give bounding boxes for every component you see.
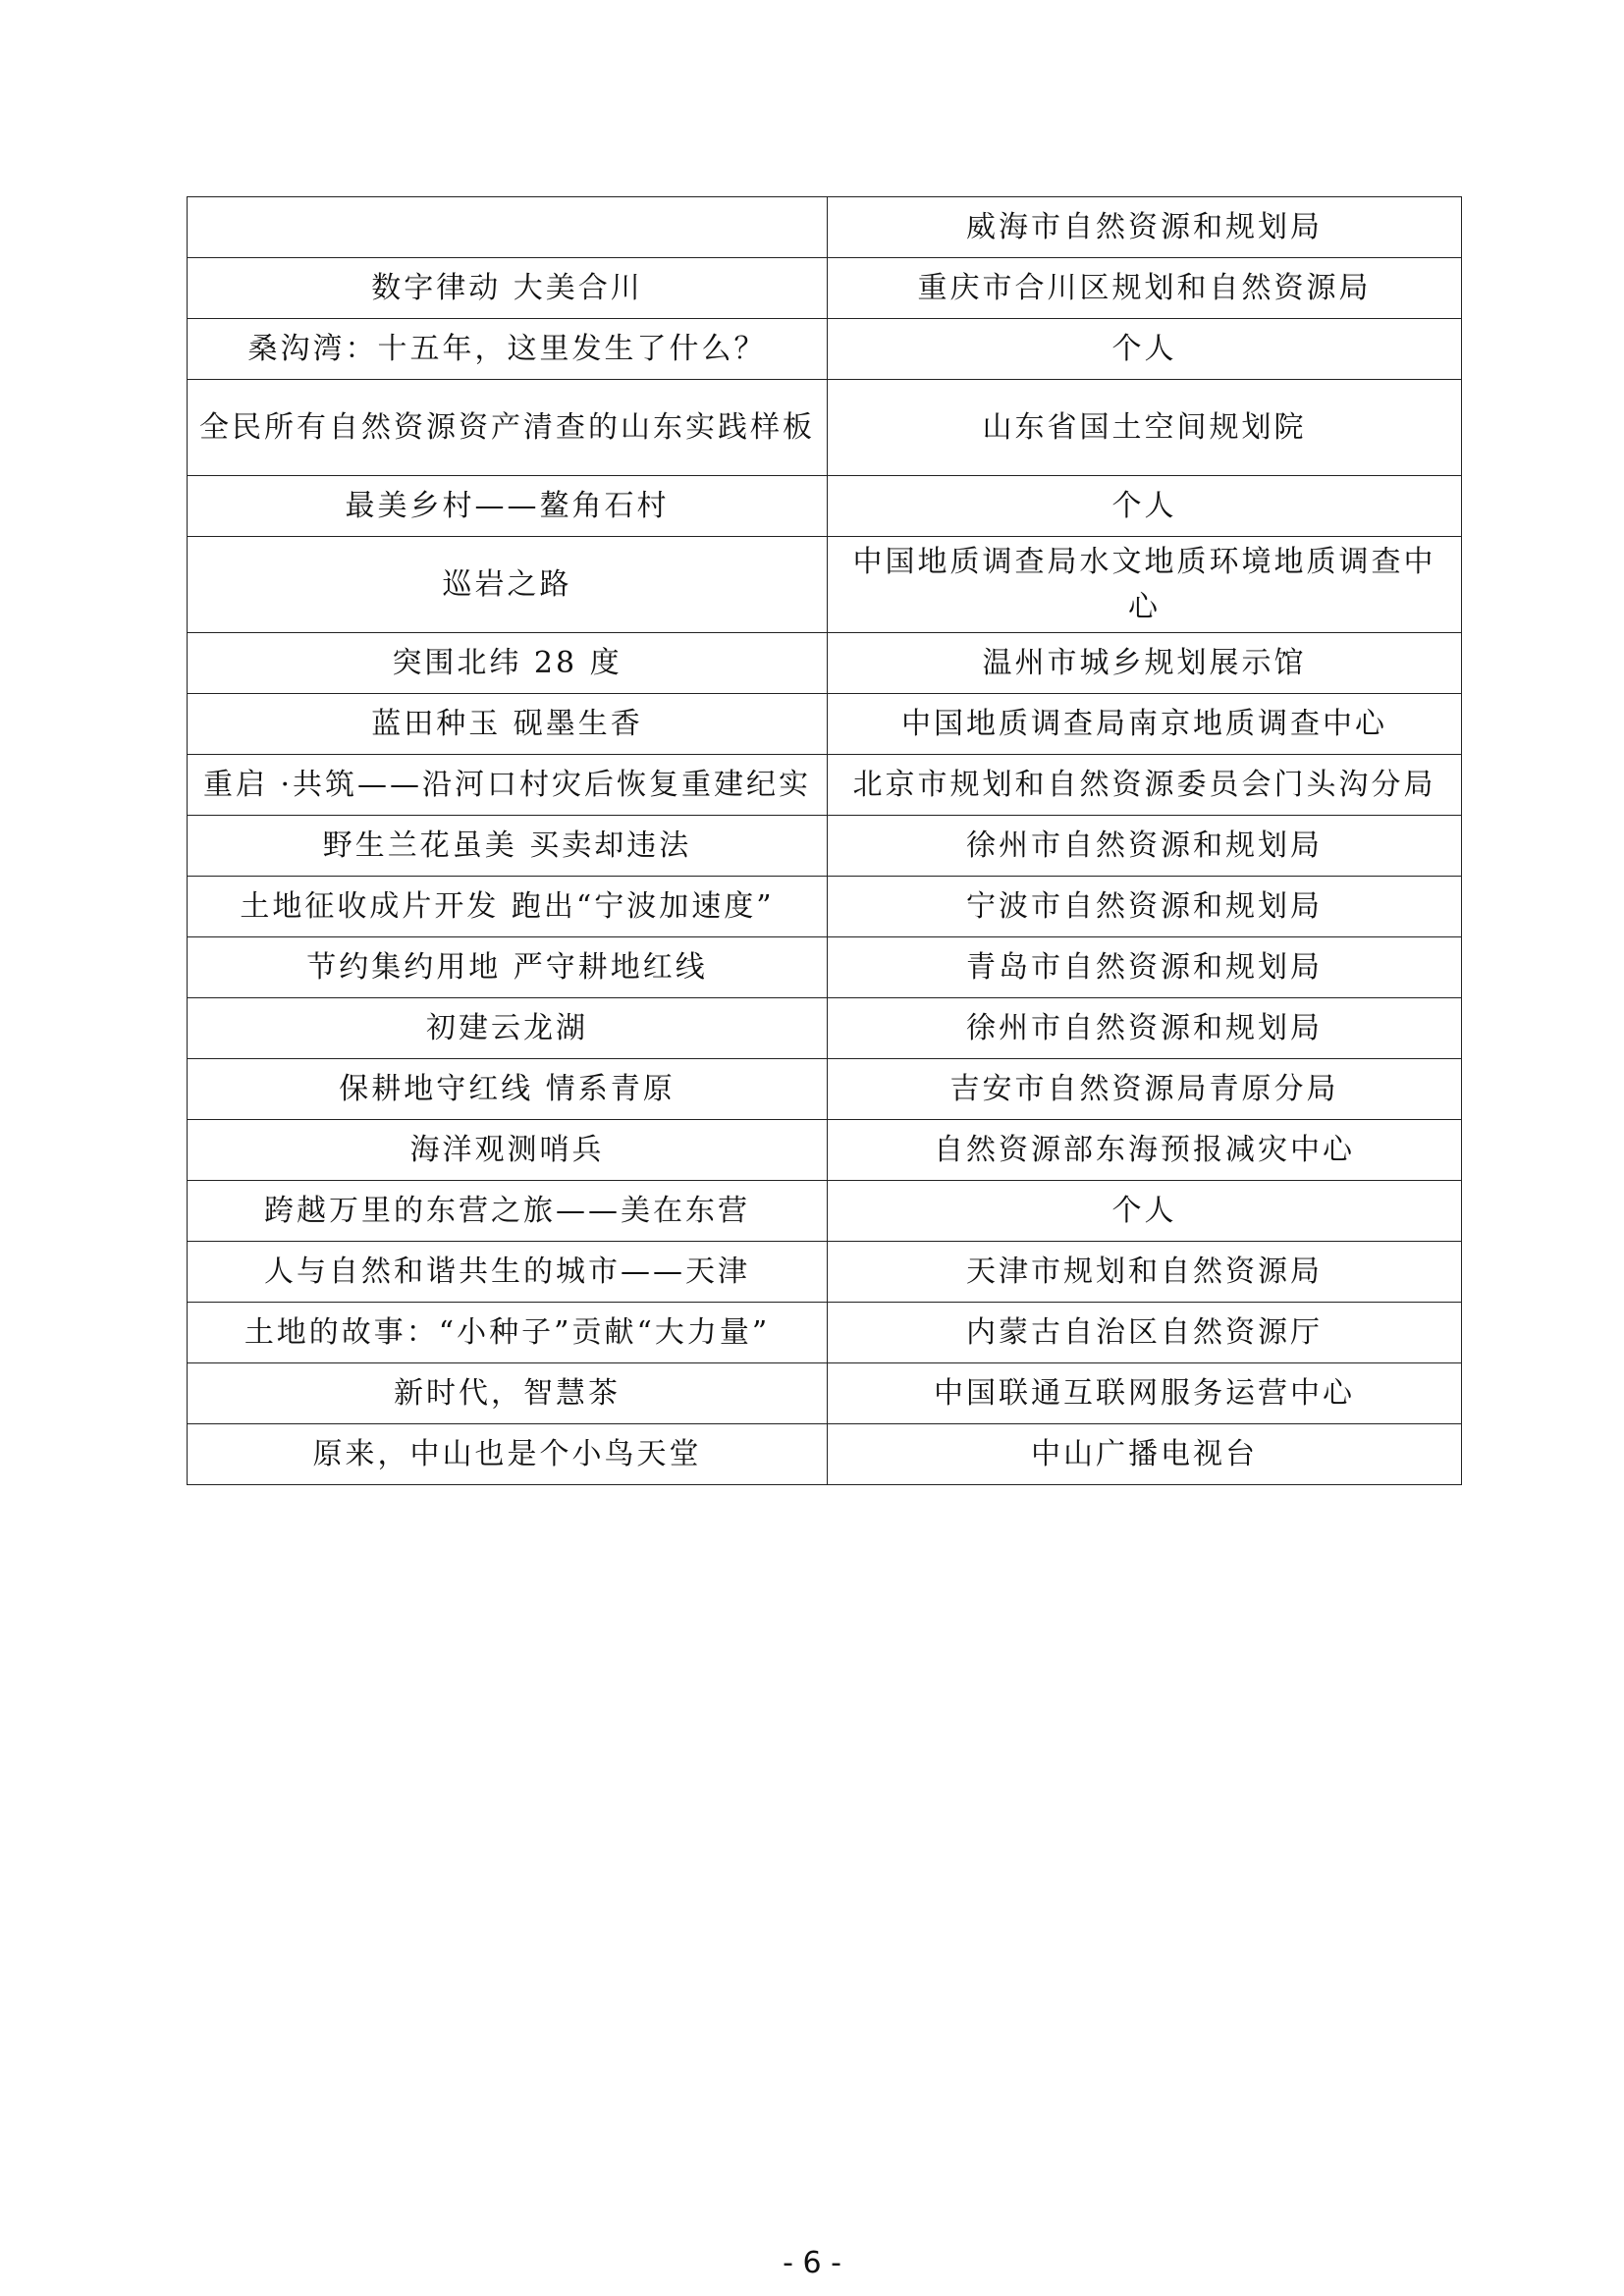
table-row — [188, 816, 1462, 877]
submitting-unit-cell: 宁波市自然资源和规划局 — [828, 877, 1462, 937]
table-row — [188, 1303, 1462, 1363]
works-table — [187, 196, 1462, 1485]
submitting-unit-cell: 中国联通互联网服务运营中心 — [828, 1363, 1462, 1424]
table-row — [188, 537, 1462, 633]
submitting-unit-cell: 自然资源部东海预报减灾中心 — [828, 1120, 1462, 1181]
work-title-cell: 保耕地守红线 情系青原 — [188, 1059, 828, 1120]
table-row — [188, 937, 1462, 998]
submitting-unit-cell: 威海市自然资源和规划局 — [828, 197, 1462, 258]
table-row — [188, 1424, 1462, 1485]
submitting-unit-cell: 中国地质调查局南京地质调查中心 — [828, 694, 1462, 755]
work-title-cell: 海洋观测哨兵 — [188, 1120, 828, 1181]
work-title-cell: 新时代，智慧茶 — [188, 1363, 828, 1424]
submitting-unit-cell: 内蒙古自治区自然资源厅 — [828, 1303, 1462, 1363]
submitting-unit-cell: 中国地质调查局水文地质环境地质调查中心 — [828, 537, 1462, 633]
work-title-cell: 跨越万里的东营之旅——美在东营 — [188, 1181, 828, 1242]
submitting-unit-cell: 个人 — [828, 319, 1462, 380]
work-title-cell: 土地的故事：“小种子”贡献“大力量” — [188, 1303, 828, 1363]
table-row — [188, 319, 1462, 380]
submitting-unit-cell: 个人 — [828, 1181, 1462, 1242]
work-title-cell — [188, 197, 828, 258]
submitting-unit-cell: 北京市规划和自然资源委员会门头沟分局 — [828, 755, 1462, 816]
table-row — [188, 1363, 1462, 1424]
work-title-cell: 巡岩之路 — [188, 537, 828, 633]
work-title-cell: 蓝田种玉 砚墨生香 — [188, 694, 828, 755]
table-row — [188, 476, 1462, 537]
work-title-cell: 土地征收成片开发 跑出“宁波加速度” — [188, 877, 828, 937]
work-title-cell: 野生兰花虽美 买卖却违法 — [188, 816, 828, 877]
table-row — [188, 1059, 1462, 1120]
table-row — [188, 694, 1462, 755]
table-row — [188, 1181, 1462, 1242]
table-row — [188, 258, 1462, 319]
submitting-unit-cell: 个人 — [828, 476, 1462, 537]
submitting-unit-cell: 青岛市自然资源和规划局 — [828, 937, 1462, 998]
submitting-unit-cell: 天津市规划和自然资源局 — [828, 1242, 1462, 1303]
work-title-cell: 人与自然和谐共生的城市——天津 — [188, 1242, 828, 1303]
table-row — [188, 877, 1462, 937]
submitting-unit-cell: 徐州市自然资源和规划局 — [828, 816, 1462, 877]
work-title-cell: 突围北纬 28 度 — [188, 633, 828, 694]
work-title-cell: 数字律动 大美合川 — [188, 258, 828, 319]
submitting-unit-cell: 中山广播电视台 — [828, 1424, 1462, 1485]
table-row — [188, 197, 1462, 258]
work-title-cell: 原来，中山也是个小鸟天堂 — [188, 1424, 828, 1485]
submitting-unit-cell: 温州市城乡规划展示馆 — [828, 633, 1462, 694]
table-row — [188, 1120, 1462, 1181]
submitting-unit-cell: 山东省国土空间规划院 — [828, 380, 1462, 476]
work-title-cell: 节约集约用地 严守耕地红线 — [188, 937, 828, 998]
table-row — [188, 998, 1462, 1059]
table-row — [188, 633, 1462, 694]
submitting-unit-cell: 重庆市合川区规划和自然资源局 — [828, 258, 1462, 319]
work-title-cell: 桑沟湾：十五年，这里发生了什么？ — [188, 319, 828, 380]
table-row — [188, 755, 1462, 816]
submitting-unit-cell: 徐州市自然资源和规划局 — [828, 998, 1462, 1059]
page-number: - 6 - — [783, 2246, 841, 2280]
table-row — [188, 380, 1462, 476]
work-title-cell: 重启 ·共筑——沿河口村灾后恢复重建纪实 — [188, 755, 828, 816]
work-title-cell: 初建云龙湖 — [188, 998, 828, 1059]
work-title-cell: 全民所有自然资源资产清查的山东实践样板 — [188, 380, 828, 476]
work-title-cell: 最美乡村——鳌角石村 — [188, 476, 828, 537]
submitting-unit-cell: 吉安市自然资源局青原分局 — [828, 1059, 1462, 1120]
table-row — [188, 1242, 1462, 1303]
